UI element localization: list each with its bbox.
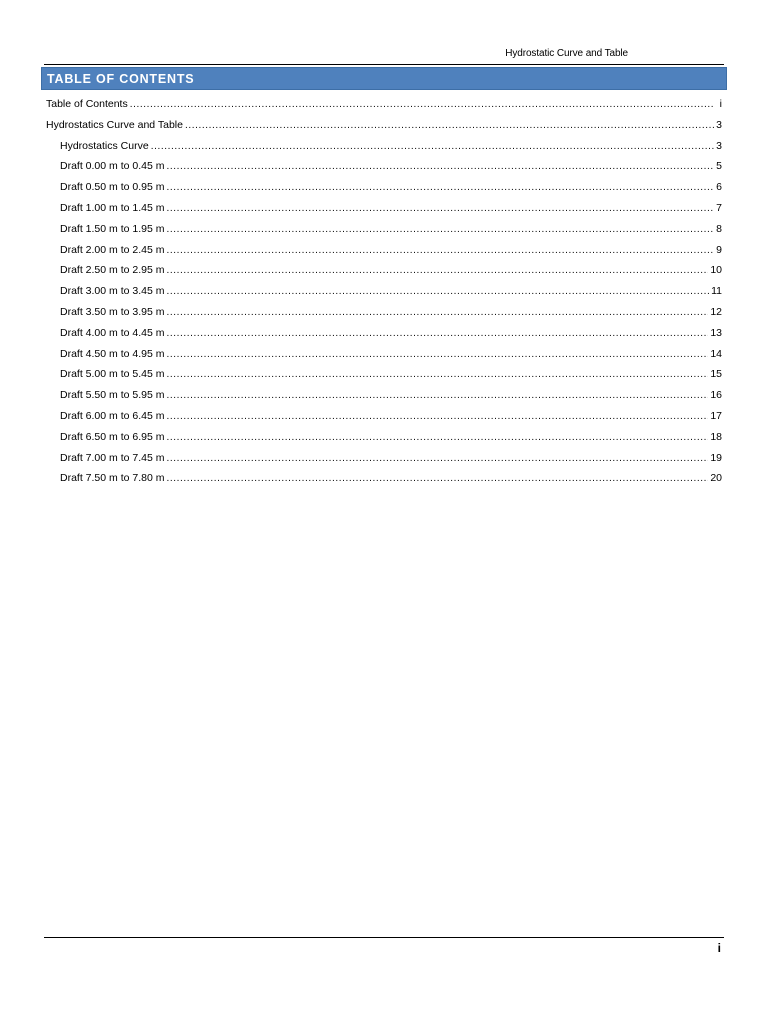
toc-entry[interactable]: [46, 179, 722, 200]
toc-entry-label[interactable]: Draft 2.00 m to 2.45 m: [60, 243, 165, 256]
toc-entry[interactable]: [46, 221, 722, 242]
toc-dot-leader: [130, 97, 714, 113]
toc-dot-leader: [166, 159, 714, 175]
toc-entry[interactable]: [46, 262, 722, 283]
toc-dot-leader: [166, 284, 709, 300]
page-header: [44, 46, 724, 65]
toc-entry[interactable]: [46, 158, 722, 179]
toc-entry-page-number[interactable]: 11: [711, 285, 722, 298]
toc-entry-label[interactable]: Draft 3.00 m to 3.45 m: [60, 285, 165, 298]
toc-entry-page-number[interactable]: 12: [710, 305, 722, 318]
toc-entry-page-number[interactable]: 20: [710, 472, 722, 485]
toc-entry-page-number[interactable]: 13: [710, 326, 722, 339]
toc-entry-page-number[interactable]: 16: [710, 389, 722, 402]
toc-dot-leader: [166, 243, 714, 259]
toc-entry-label[interactable]: Draft 0.00 m to 0.45 m: [60, 160, 165, 173]
toc-entry[interactable]: [46, 304, 722, 325]
toc-dot-leader: [166, 451, 708, 467]
toc-entry[interactable]: [46, 96, 722, 117]
toc-entry-page-number[interactable]: 10: [710, 264, 722, 277]
toc-entry[interactable]: [46, 387, 722, 408]
toc-entry-label[interactable]: Draft 5.00 m to 5.45 m: [60, 368, 165, 381]
page-number: i: [717, 941, 721, 955]
toc-dot-leader: [166, 222, 714, 238]
toc-entry[interactable]: [46, 450, 722, 471]
toc-entry-page-number[interactable]: 15: [710, 368, 722, 381]
toc-heading: TABLE OF CONTENTS: [47, 72, 195, 86]
toc-dot-leader: [151, 139, 714, 155]
toc-entry-label[interactable]: Draft 0.50 m to 0.95 m: [60, 181, 165, 194]
toc-entry-label[interactable]: Hydrostatics Curve and Table: [46, 118, 183, 131]
toc-entry-label[interactable]: Hydrostatics Curve: [60, 139, 149, 152]
toc-entry-page-number[interactable]: i: [719, 98, 722, 110]
toc-dot-leader: [166, 430, 708, 446]
toc-dot-leader: [166, 347, 708, 363]
toc-entry-label[interactable]: Draft 5.50 m to 5.95 m: [60, 389, 165, 402]
toc-entry[interactable]: [46, 117, 722, 138]
toc-entry[interactable]: [46, 346, 722, 367]
toc-entry[interactable]: [46, 283, 722, 304]
toc-dot-leader: [166, 471, 708, 487]
toc-entry[interactable]: [46, 325, 722, 346]
toc-heading-banner: [41, 67, 727, 90]
toc-entry-page-number[interactable]: 18: [710, 430, 722, 443]
toc-entry[interactable]: [46, 242, 722, 263]
toc-entry-label[interactable]: Draft 7.00 m to 7.45 m: [60, 451, 165, 464]
toc-dot-leader: [166, 388, 708, 404]
toc-entry-page-number[interactable]: 9: [716, 243, 722, 256]
toc-entry-label[interactable]: Draft 4.50 m to 4.95 m: [60, 347, 165, 360]
toc-entry-page-number[interactable]: 3: [716, 139, 722, 152]
toc-dot-leader: [185, 118, 714, 134]
toc-dot-leader: [166, 367, 708, 383]
toc-dot-leader: [166, 263, 708, 279]
toc-entry-page-number[interactable]: 7: [716, 201, 722, 214]
toc-entry-label[interactable]: Draft 6.50 m to 6.95 m: [60, 430, 165, 443]
toc-dot-leader: [166, 409, 708, 425]
toc-entry-label[interactable]: Draft 7.50 m to 7.80 m: [60, 472, 165, 485]
toc-entry[interactable]: [46, 470, 722, 491]
toc-entry-label[interactable]: Table of Contents: [46, 98, 128, 110]
toc-entry-page-number[interactable]: 8: [716, 222, 722, 235]
toc-entry[interactable]: [46, 429, 722, 450]
toc-entry-label[interactable]: Draft 2.50 m to 2.95 m: [60, 264, 165, 277]
toc-entry-page-number[interactable]: 6: [716, 181, 722, 194]
toc-entry-page-number[interactable]: 3: [716, 118, 722, 131]
toc-dot-leader: [166, 201, 714, 217]
footer-rule: [44, 937, 724, 938]
toc-dot-leader: [166, 305, 708, 321]
toc-entry-page-number[interactable]: 14: [710, 347, 722, 360]
toc-entry-label[interactable]: Draft 4.00 m to 4.45 m: [60, 326, 165, 339]
header-title: Hydrostatic Curve and Table: [505, 48, 628, 59]
toc-entry[interactable]: [46, 200, 722, 221]
toc-entry-label[interactable]: Draft 1.00 m to 1.45 m: [60, 201, 165, 214]
toc-entry-label[interactable]: Draft 3.50 m to 3.95 m: [60, 305, 165, 318]
toc-list: [46, 96, 722, 491]
toc-entry-page-number[interactable]: 19: [710, 451, 722, 464]
toc-dot-leader: [166, 326, 708, 342]
toc-entry[interactable]: [46, 366, 722, 387]
toc-entry[interactable]: [46, 138, 722, 159]
toc-dot-leader: [166, 180, 714, 196]
toc-entry-page-number[interactable]: 17: [710, 409, 722, 422]
toc-entry-label[interactable]: Draft 6.00 m to 6.45 m: [60, 409, 165, 422]
toc-entry-label[interactable]: Draft 1.50 m to 1.95 m: [60, 222, 165, 235]
toc-entry-page-number[interactable]: 5: [716, 160, 722, 173]
toc-entry[interactable]: [46, 408, 722, 429]
